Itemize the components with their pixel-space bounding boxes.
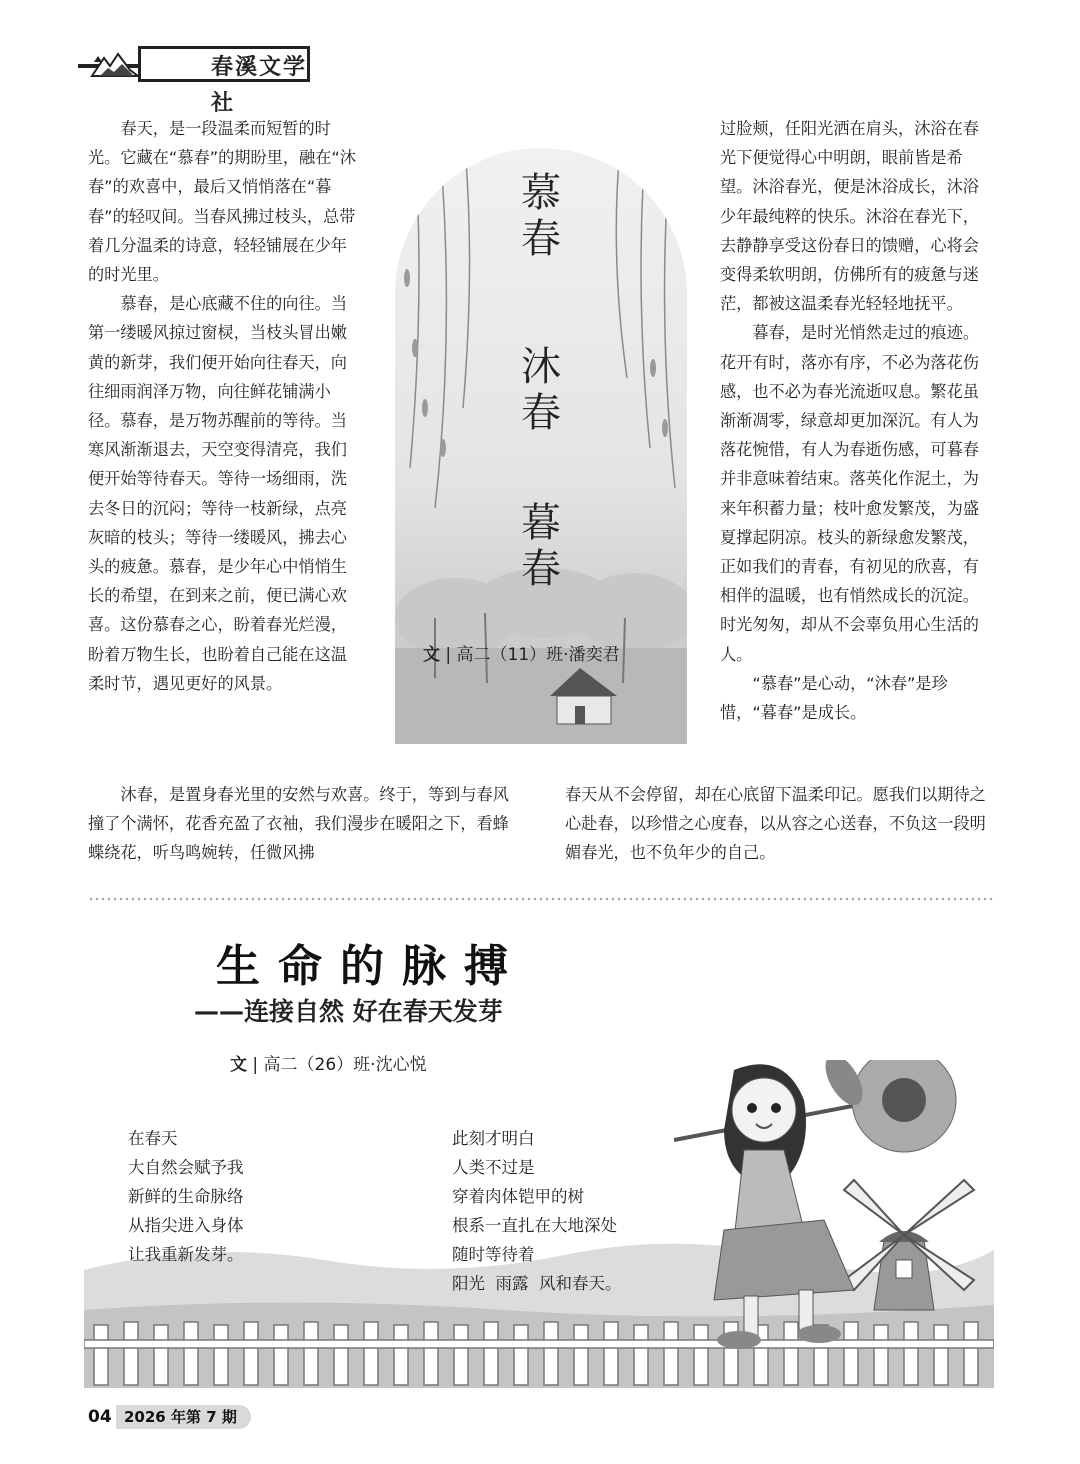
poem-line: 在春天 bbox=[128, 1129, 178, 1148]
poem-line: 阳光 雨露 风和春天。 bbox=[452, 1274, 622, 1293]
article1-paragraph: “慕春”是心动，“沐春”是珍惜，“暮春”是成长。 bbox=[720, 673, 948, 723]
poem-line: 让我重新发芽。 bbox=[128, 1245, 244, 1264]
page-footer bbox=[78, 1404, 251, 1430]
article1-bottom-left bbox=[88, 780, 518, 868]
mountain-logo-icon bbox=[90, 50, 140, 78]
article1-credit: 文 | 高二（11）班·潘奕君 bbox=[423, 645, 620, 665]
poem-line: 随时等待着 bbox=[452, 1245, 535, 1264]
poem-line: 新鲜的生命脉络 bbox=[128, 1187, 244, 1206]
poem-credit: 文 | 高二（26）班·沈心悦 bbox=[230, 1055, 427, 1075]
poem-stanza-2 bbox=[452, 1124, 621, 1298]
page-number: 04 bbox=[78, 1405, 116, 1429]
hero-title-word-1: 慕春 bbox=[521, 170, 561, 262]
poem-line: 此刻才明白 bbox=[452, 1129, 535, 1148]
article1-paragraph: 春天从不会停留，却在心底留下温柔印记。愿我们以期待之心赴春，以珍惜之心度春，以从容之心送春，不负这一段明媚春光，也不负年少的自己。 bbox=[565, 785, 986, 863]
poem-line: 穿着肉体铠甲的树 bbox=[452, 1187, 584, 1206]
poem-stanza-1 bbox=[128, 1124, 244, 1269]
section-divider bbox=[88, 896, 993, 902]
poem-line: 人类不过是 bbox=[452, 1158, 535, 1177]
poem-title: 生命的脉搏 bbox=[216, 941, 526, 992]
article1-paragraph: 春天，是一段温柔而短暂的时光。它藏在“慕春”的期盼里，融在“沐春”的欢喜中，最后又悄悄落在“暮春”的轻叹间。当春风拂过枝头，总带着几分温柔的诗意，轻轻铺展在少年的时光里。 bbox=[88, 119, 356, 285]
hero-title-word-3: 暮春 bbox=[521, 500, 561, 592]
issue-label: 2026 年第 7 期 bbox=[116, 1405, 251, 1429]
hero-illustration bbox=[395, 148, 687, 744]
article1-left-column bbox=[88, 114, 363, 698]
column-title: 春溪文学社 bbox=[211, 54, 308, 116]
header-title-box bbox=[138, 46, 310, 116]
hero-title-word-2: 沐春 bbox=[521, 344, 561, 436]
article1-right-column bbox=[720, 114, 995, 727]
article1-paragraph: 沐春，是置身春光里的安然与欢喜。终于，等到与春风撞了个满怀，花香充盈了衣袖，我们漫步在暖阳之下，看蜂蝶绕花，听鸟鸣婉转，任微风拂 bbox=[88, 785, 509, 863]
poem-line: 根系一直扎在大地深处 bbox=[452, 1216, 617, 1235]
section-header bbox=[78, 46, 310, 116]
article1-bottom-right bbox=[565, 780, 995, 868]
article1-paragraph: 慕春，是心底藏不住的向往。当第一缕暖风掠过窗棂，当枝头冒出嫩黄的新芽，我们便开始向往春天，向往细雨润泽万物，向往鲜花铺满小径。慕春，是万物苏醒前的等待。当寒风渐渐退去，天空变得清亮，我们便开始等待春天。等待一场细雨，洗去冬日的沉闷；等待一枝新绿，点亮灰暗的枝头；等待一缕暖风，拂去心头的疲惫。慕春，是少年心中悄悄生长的希望，在到来之前，便已满心欢喜。这份慕春之心，盼着春光烂漫，盼着万物生长，也盼着自己能在这温柔时节，遇见更好的风景。 bbox=[88, 294, 348, 693]
poem-line: 大自然会赋予我 bbox=[128, 1158, 244, 1177]
poem-line: 从指尖进入身体 bbox=[128, 1216, 244, 1235]
poem-subtitle: ——连接自然 好在春天发芽 bbox=[194, 997, 503, 1026]
article1-paragraph: 过脸颊，任阳光洒在肩头，沐浴在春光下便觉得心中明朗，眼前皆是希望。沐浴春光，便是沐浴成长，沐浴少年最纯粹的快乐。沐浴在春光下，去静静享受这份春日的馈赠，心将会变得柔软明朗，仿佛所有的疲惫与迷茫，都被这温柔春光轻轻地抚平。 bbox=[720, 119, 979, 314]
article1-paragraph: 暮春，是时光悄然走过的痕迹。花开有时，落亦有序，不必为落花伤感，也不必为春光流逝叹息。繁花虽渐渐凋零，绿意却更加深沉。有人为落花惋惜，有人为春逝伤感，可暮春并非意味着结束。落英化作泥土，为来年积蓄力量；枝叶愈发繁茂，为盛夏撑起阴凉。枝头的新绿愈发繁茂，正如我们的青春，有初见的欣喜，有相伴的温暖，也有悄然成长的沉淀。时光匆匆，却从不会辜负用心生活的人。 bbox=[720, 323, 980, 664]
